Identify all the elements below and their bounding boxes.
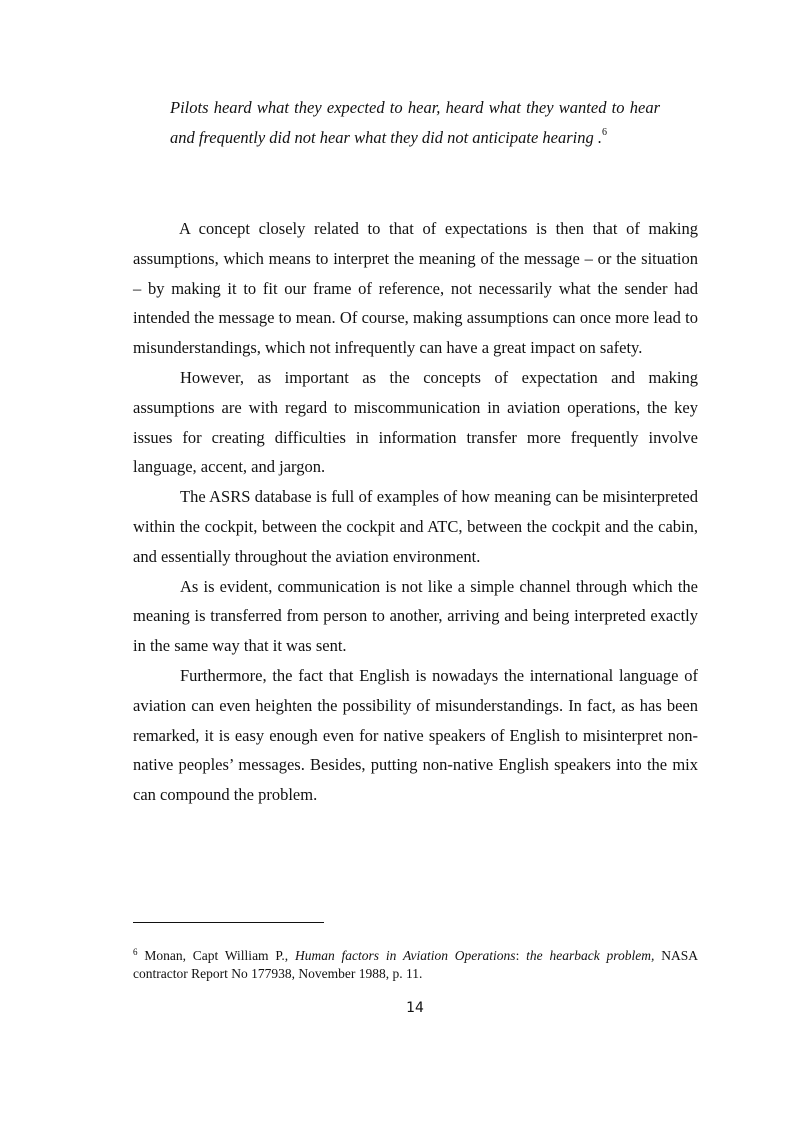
footnote-title: Human factors in Aviation Operations: [294, 948, 516, 963]
footnote-number: 6: [133, 947, 138, 957]
footnote-separator: [133, 922, 324, 923]
footnote-author: Monan, Capt William P.,: [144, 948, 295, 963]
footnote: [133, 947, 698, 983]
footnote-separator-text: :: [515, 948, 527, 963]
paragraph: Furthermore, the fact that English is nowadays the international language of aviation can even heighten the possibility of misunderstandings. In fact, as has been remarked, it is easy enough even for native speakers of English to misinterpret non-native peoples’ messages. Besides, putting non-native English speakers into the mix can compound the problem.: [133, 665, 698, 805]
paragraph: A concept closely related to that of expectations is then that of making assumptions, which means to interpret the meaning of the message – or the situation – by making it to fit our frame of reference, not necessarily what the sender had intended the message to mean. Of course, making assumptions can once more lead to misunderstandings, which not infrequently can have a great impact on safety.: [133, 219, 698, 358]
body-text: [133, 214, 698, 810]
paragraph: As is evident, communication is not like a simple channel through which the meaning is transferred from person to another, arriving and being interpreted exactly in the same way that it was sent.: [133, 576, 698, 656]
footnote-reference[interactable]: 6: [602, 127, 607, 138]
paragraph: However, as important as the concepts of expectation and making assumptions are with regard to miscommunication in aviation operations, the key issues for creating difficulties in information transfer more frequently involve language, accent, and jargon.: [133, 367, 698, 477]
footnote-subtitle: the hearback problem,: [526, 948, 655, 963]
footnote-publication: NASA contractor Report No 177938, November 1988, p. 11.: [133, 948, 698, 981]
page-number: 14: [406, 1000, 424, 1016]
paragraph: The ASRS database is full of examples of how meaning can be misinterpreted within the cockpit, between the cockpit and ATC, between the cockpit and the cabin, and essentially throughout the aviation environment.: [133, 487, 698, 566]
block-quote: [170, 93, 660, 153]
block-quote-text: Pilots heard what they expected to hear, heard what they wanted to hear and frequently did not hear what they did not anticipate hearing .: [170, 98, 660, 147]
